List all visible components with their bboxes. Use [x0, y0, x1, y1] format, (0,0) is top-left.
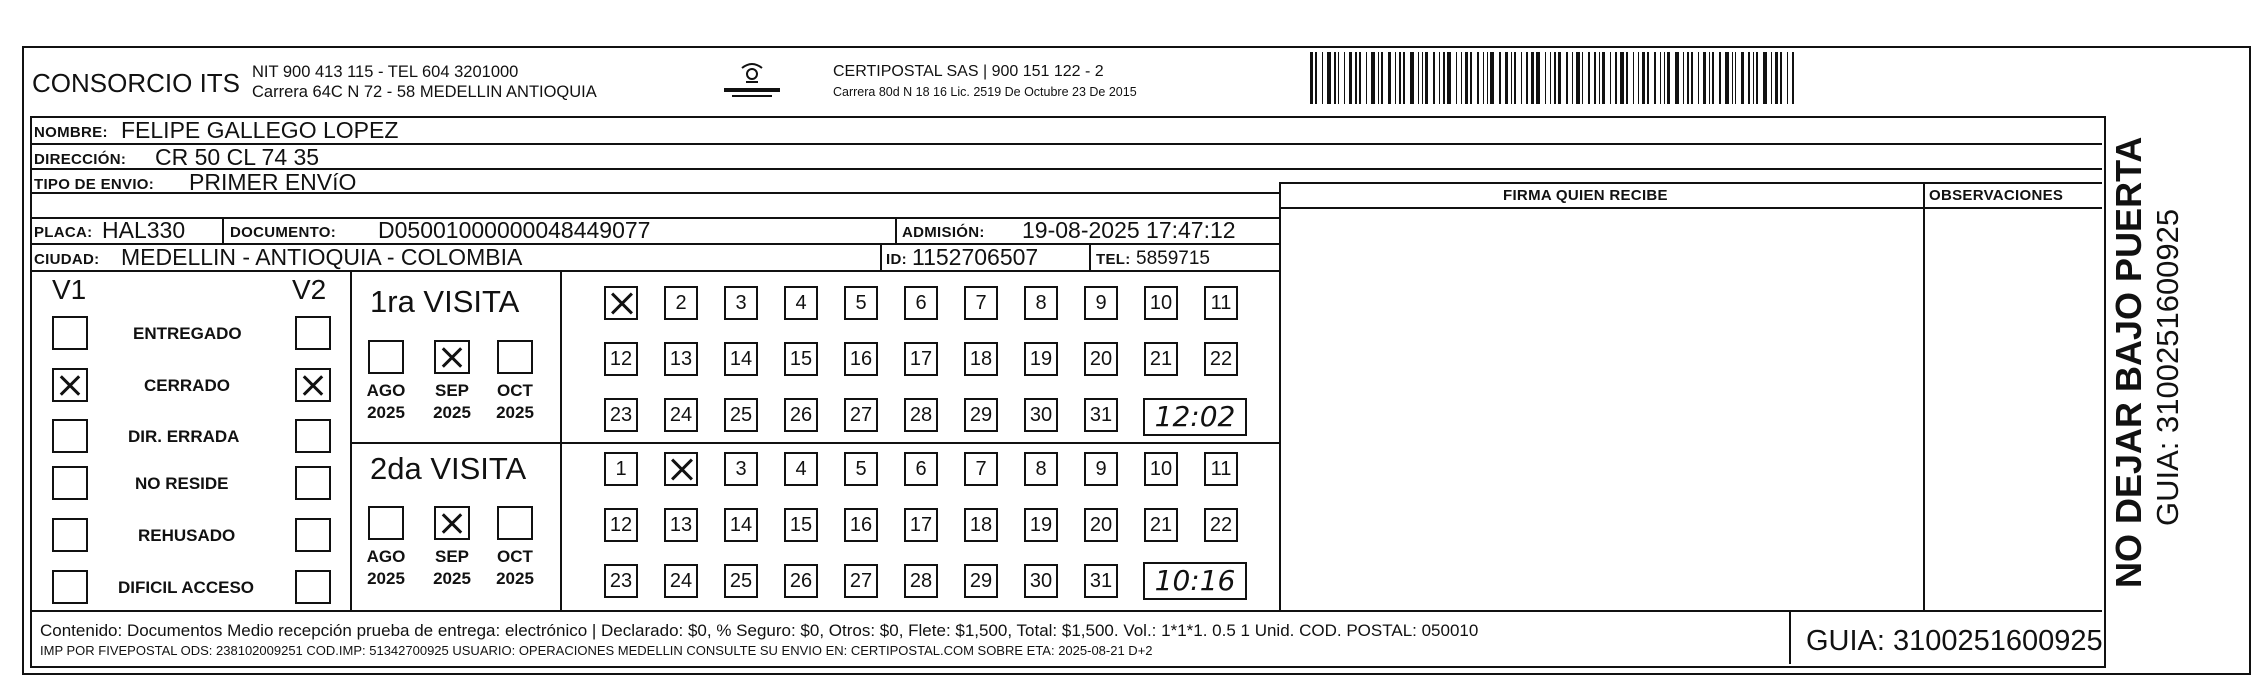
day-box[interactable]: 21 [1144, 508, 1178, 542]
ciudad-label: CIUDAD: [34, 251, 100, 268]
day-box[interactable]: 10 [1144, 286, 1178, 320]
nombre-value: FELIPE GALLEGO LOPEZ [121, 117, 399, 143]
barcode-bar [1470, 52, 1472, 104]
month-name: SEP [434, 381, 470, 400]
barcode-bar [1315, 52, 1317, 104]
day-box[interactable]: 18 [964, 508, 998, 542]
shipping-table [30, 116, 2106, 668]
barcode-bar [1536, 52, 1540, 104]
day-box[interactable]: 4 [784, 286, 818, 320]
month-checkbox-ago[interactable] [368, 506, 404, 540]
day-box[interactable]: 22 [1204, 508, 1238, 542]
barcode-bar [1545, 52, 1546, 104]
day-box[interactable]: 17 [904, 508, 938, 542]
barcode-bar [1771, 52, 1772, 104]
day-box[interactable]: 10 [1144, 452, 1178, 486]
month-year: 2025 [496, 569, 534, 588]
day-box[interactable]: 19 [1024, 508, 1058, 542]
month-year: 2025 [367, 403, 405, 422]
status-v1-checkbox[interactable] [52, 570, 88, 604]
visit2-title: 2da VISITA [370, 451, 527, 486]
visit1-title: 1ra VISITA [370, 284, 520, 319]
status-label: ENTREGADO [133, 324, 242, 343]
day-box[interactable]: 28 [904, 564, 938, 598]
col-line [895, 217, 897, 243]
day-box[interactable]: 28 [904, 398, 938, 432]
barcode-bar [1526, 52, 1528, 104]
month-label [489, 546, 541, 590]
day-box[interactable]: 24 [664, 564, 698, 598]
barcode-bar [1582, 52, 1583, 104]
admision-value: 19-08-2025 17:47:12 [1022, 217, 1236, 243]
month-year: 2025 [433, 569, 471, 588]
day-box[interactable]: 27 [844, 564, 878, 598]
barcode-bar [1588, 52, 1590, 104]
barcode-bar [1683, 52, 1684, 104]
barcode-bar [1355, 52, 1357, 104]
barcode-bar [1447, 52, 1451, 104]
barcode-bar [1725, 52, 1729, 104]
day-box[interactable]: 29 [964, 398, 998, 432]
barcode-bar [1566, 52, 1568, 104]
day-box[interactable]: 6 [904, 286, 938, 320]
row-line [1279, 207, 2102, 209]
company-name: CONSORCIO ITS [32, 68, 241, 98]
col-line [1279, 182, 1281, 610]
month-checkbox-oct[interactable] [497, 340, 533, 374]
barcode-bar [1359, 52, 1361, 104]
barcode-bar [1667, 52, 1670, 104]
month-year: 2025 [496, 403, 534, 422]
day-box[interactable]: 21 [1144, 342, 1178, 376]
footer-imp: IMP POR FIVEPOSTAL ODS: 238102009251 COD.IMP: 51342700925 USUARIO: OPERACIONES MEDELLIN CONSULTE SU ENVIO EN: CERTIPOSTAL.COM SOBRE ETA: 2025-08-21 D+2 [40, 643, 1153, 658]
month-name: OCT [497, 547, 533, 566]
day-box[interactable]: 12 [604, 508, 638, 542]
barcode-bar [1642, 52, 1645, 104]
barcode-bar [1344, 52, 1345, 104]
barcode-bar [1576, 52, 1580, 104]
barcode-bar [1626, 52, 1628, 104]
barcode-bar [1514, 52, 1516, 104]
day-box[interactable]: 14 [724, 342, 758, 376]
day-box[interactable]: 9 [1084, 452, 1118, 486]
day-box[interactable]: 22 [1204, 342, 1238, 376]
tipo-envio-value: PRIMER ENVíO [189, 169, 357, 195]
placa-value: HAL330 [102, 217, 186, 243]
day-box[interactable]: 12 [604, 342, 638, 376]
barcode-bar [1691, 52, 1693, 104]
month-label [489, 380, 541, 424]
barcode-bar [1388, 52, 1391, 104]
day-box[interactable]: 13 [664, 508, 698, 542]
barcode-bar [1439, 52, 1440, 104]
barcode-bar [1425, 52, 1428, 104]
observaciones-header: OBSERVACIONES [1929, 187, 2064, 204]
visit1-time[interactable]: 12:02 [1143, 398, 1247, 436]
barcode-bar [1572, 52, 1573, 104]
barcode-bar [1735, 52, 1736, 104]
barcode-bar [1615, 52, 1617, 104]
day-box[interactable]: 5 [844, 452, 878, 486]
status-v2-checkbox[interactable] [295, 570, 331, 604]
status-label: REHUSADO [138, 526, 236, 545]
cert-line-1: CERTIPOSTAL SAS | 900 151 122 - 2 [833, 63, 1104, 80]
barcode-bar [1620, 52, 1624, 104]
day-box[interactable]: 16 [844, 508, 878, 542]
barcode-bar [1399, 52, 1401, 104]
nit-line-1: NIT 900 413 115 - TEL 604 3201000 [252, 63, 519, 81]
month-name: OCT [497, 381, 533, 400]
barcode-bar [1487, 52, 1488, 104]
nit-line-2: Carrera 64C N 72 - 58 MEDELLIN ANTIOQUIA [252, 83, 597, 101]
day-box[interactable]: 25 [724, 398, 758, 432]
barcode-bar [1792, 52, 1794, 104]
day-box[interactable]: 17 [904, 342, 938, 376]
barcode-bar [1732, 52, 1733, 104]
barcode-bar [1741, 52, 1744, 104]
barcode-bar [1366, 52, 1367, 104]
day-box[interactable]: 6 [904, 452, 938, 486]
day-box[interactable]: 25 [724, 564, 758, 598]
barcode-bar [1378, 52, 1379, 104]
barcode-bar [1756, 52, 1758, 104]
barcode-bar [1675, 52, 1679, 104]
day-box[interactable] [604, 286, 638, 320]
barcode-bar [1687, 52, 1689, 104]
barcode-bar [1610, 52, 1611, 104]
nombre-label: NOMBRE: [34, 124, 108, 141]
barcode-bar [1638, 52, 1639, 104]
month-label [360, 546, 412, 590]
v1-header: V1 [52, 274, 87, 305]
month-label [426, 546, 478, 590]
certipostal-info [833, 62, 1137, 102]
status-label: DIR. ERRADA [128, 427, 240, 446]
barcode-bar [1505, 52, 1508, 104]
barcode-bar [1499, 52, 1501, 104]
barcode-bar [1456, 52, 1457, 104]
barcode-bar [1709, 52, 1710, 104]
barcode-bar [1554, 52, 1556, 104]
footer-contenido: Contenido: Documentos Medio recepción prueba de entrega: electrónico | Declarado: $0, % Seguro: $0, Otros: $0, Flete: $1,500, Total: $1,500. Vol.: 1*1*1. 0.5 1 Unid. COD. POSTAL: 050010 [40, 621, 1479, 640]
barcode-bar [1647, 52, 1649, 104]
barcode-bar [1703, 52, 1706, 104]
col-line [1089, 243, 1091, 270]
month-checkbox-sep[interactable] [434, 340, 470, 374]
day-box[interactable]: 29 [964, 564, 998, 598]
row-line [30, 610, 2102, 612]
day-box[interactable]: 18 [964, 342, 998, 376]
col-line [350, 270, 352, 610]
col-line [222, 217, 224, 243]
barcode-bar [1418, 52, 1419, 104]
day-box[interactable]: 1 [604, 452, 638, 486]
no-dejar-bajo-puerta: NO DEJAR BAJO PUERTA [2108, 136, 2149, 588]
barcode-bar [1763, 52, 1767, 104]
cert-line-2: Carrera 80d N 18 16 Lic. 2519 De Octubre 23 De 2015 [833, 85, 1137, 99]
barcode-bar [1443, 52, 1445, 104]
visit2-time[interactable]: 10:16 [1143, 562, 1247, 600]
side-guia: GUIA: 3100251600925 [2150, 208, 2185, 526]
tipo-envio-label: TIPO DE ENVIO: [34, 176, 155, 193]
status-label: CERRADO [144, 376, 230, 395]
month-checkbox-sep[interactable] [434, 506, 470, 540]
month-name: AGO [366, 547, 406, 566]
barcode-bar [1521, 52, 1522, 104]
col-line [560, 270, 562, 610]
barcode-bar [1477, 52, 1479, 104]
month-name: SEP [434, 547, 470, 566]
direccion-value: CR 50 CL 74 35 [155, 144, 320, 170]
status-v2-checkbox[interactable] [295, 368, 331, 402]
day-box[interactable]: 8 [1024, 452, 1058, 486]
row-line [350, 442, 1279, 444]
tel-label: TEL: [1096, 251, 1131, 268]
barcode-bar [1334, 52, 1336, 104]
company-nit [252, 62, 597, 102]
status-v2-checkbox[interactable] [295, 316, 331, 350]
day-box[interactable] [664, 452, 698, 486]
day-box[interactable]: 27 [844, 398, 878, 432]
day-box[interactable]: 9 [1084, 286, 1118, 320]
day-box[interactable]: 30 [1024, 564, 1058, 598]
status-v1-checkbox[interactable] [52, 316, 88, 350]
barcode-bar [1327, 52, 1331, 104]
admision-label: ADMISIÓN: [902, 224, 985, 241]
barcode-bar [1748, 52, 1750, 104]
barcode-bar [1698, 52, 1699, 104]
day-box[interactable]: 26 [784, 564, 818, 598]
day-box[interactable]: 30 [1024, 398, 1058, 432]
barcode-icon [1310, 52, 1950, 104]
barcode-bar [1719, 52, 1721, 104]
barcode-bar [1371, 52, 1375, 104]
tel-value: 5859715 [1136, 248, 1210, 269]
barcode-bar [1310, 52, 1313, 104]
barcode-bar [1753, 52, 1754, 104]
barcode-bar [1490, 52, 1494, 104]
day-box[interactable]: 7 [964, 286, 998, 320]
v2-header: V2 [292, 274, 327, 305]
placa-label: PLACA: [34, 224, 93, 241]
status-v2-checkbox[interactable] [295, 466, 331, 500]
status-v1-checkbox[interactable] [52, 466, 88, 500]
certipostal-logo-icon [712, 60, 792, 102]
status-v1-checkbox[interactable] [52, 518, 88, 552]
barcode-bar [1664, 52, 1665, 104]
day-box[interactable]: 4 [784, 452, 818, 486]
barcode-bar [1465, 52, 1468, 104]
day-box[interactable]: 20 [1084, 508, 1118, 542]
barcode-bar [1780, 52, 1782, 104]
barcode-bar [1787, 52, 1788, 104]
barcode-bar [1422, 52, 1423, 104]
day-box[interactable]: 3 [724, 452, 758, 486]
barcode-bar [1594, 52, 1596, 104]
month-name: AGO [366, 381, 406, 400]
barcode-bar [1531, 52, 1534, 104]
day-box[interactable]: 11 [1204, 286, 1238, 320]
day-box[interactable]: 3 [724, 286, 758, 320]
barcode-bar [1633, 52, 1634, 104]
documento-label: DOCUMENTO: [230, 224, 337, 241]
day-box[interactable]: 7 [964, 452, 998, 486]
col-line [880, 243, 882, 270]
day-box[interactable]: 31 [1084, 564, 1118, 598]
status-v2-checkbox[interactable] [295, 419, 331, 453]
barcode-bar [1712, 52, 1714, 104]
documento-value: D05001000000048449077 [378, 217, 651, 243]
day-box[interactable]: 23 [604, 398, 638, 432]
day-box[interactable]: 24 [664, 398, 698, 432]
month-year: 2025 [367, 569, 405, 588]
day-box[interactable]: 14 [724, 508, 758, 542]
col-line [1923, 182, 1925, 610]
barcode-bar [1602, 52, 1605, 104]
footer-guia: GUIA: 3100251600925 [1806, 625, 2103, 657]
status-label: DIFICIL ACCESO [118, 578, 255, 597]
barcode-bar [1558, 52, 1561, 104]
day-box[interactable]: 23 [604, 564, 638, 598]
barcode-bar [1433, 52, 1435, 104]
barcode-bar [1395, 52, 1396, 104]
month-checkbox-oct[interactable] [497, 506, 533, 540]
ciudad-value: MEDELLIN - ANTIOQUIA - COLOMBIA [121, 244, 523, 270]
barcode-bar [1511, 52, 1512, 104]
day-box[interactable]: 15 [784, 508, 818, 542]
id-label: ID: [886, 251, 907, 268]
month-year: 2025 [433, 403, 471, 422]
barcode-bar [1483, 52, 1484, 104]
status-v1-checkbox[interactable] [52, 368, 88, 402]
barcode-bar [1550, 52, 1551, 104]
day-box[interactable]: 19 [1024, 342, 1058, 376]
day-box[interactable]: 8 [1024, 286, 1058, 320]
day-box[interactable]: 31 [1084, 398, 1118, 432]
barcode-bar [1349, 52, 1352, 104]
day-box[interactable]: 13 [664, 342, 698, 376]
barcode-bar [1322, 52, 1323, 104]
firma-header: FIRMA QUIEN RECIBE [1503, 187, 1668, 204]
day-box[interactable]: 5 [844, 286, 878, 320]
barcode-bar [1410, 52, 1414, 104]
barcode-bar [1599, 52, 1600, 104]
day-box[interactable]: 2 [664, 286, 698, 320]
barcode-bar [1660, 52, 1661, 104]
row-line [1279, 182, 2102, 184]
id-value: 1152706507 [912, 244, 1039, 270]
col-line [1789, 610, 1791, 664]
status-v1-checkbox[interactable] [52, 419, 88, 453]
barcode-bar [1403, 52, 1405, 104]
barcode-bar [1775, 52, 1778, 104]
barcode-bar [1338, 52, 1339, 104]
status-v2-checkbox[interactable] [295, 518, 331, 552]
month-label [426, 380, 478, 424]
barcode-bar [1461, 52, 1462, 104]
barcode-bar [1381, 52, 1383, 104]
day-box[interactable]: 20 [1084, 342, 1118, 376]
day-box[interactable]: 15 [784, 342, 818, 376]
day-box[interactable]: 16 [844, 342, 878, 376]
day-box[interactable]: 26 [784, 398, 818, 432]
status-label: NO RESIDE [135, 474, 229, 493]
barcode-bar [1654, 52, 1656, 104]
month-label [360, 380, 412, 424]
month-checkbox-ago[interactable] [368, 340, 404, 374]
direccion-label: DIRECCIÓN: [34, 151, 127, 168]
day-box[interactable]: 11 [1204, 452, 1238, 486]
